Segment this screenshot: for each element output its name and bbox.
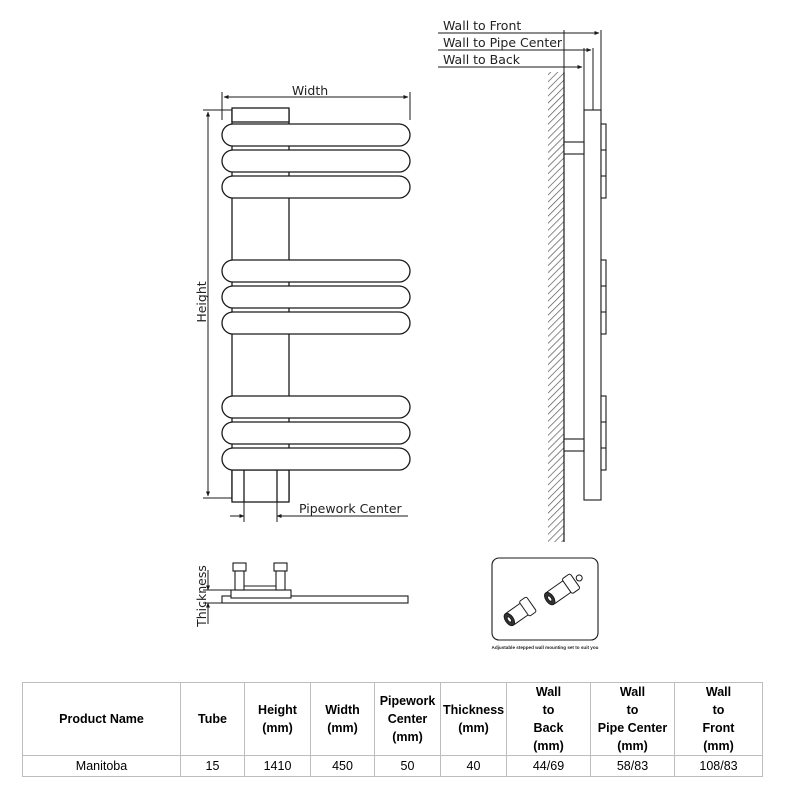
col-product-name: Product Name <box>23 683 181 756</box>
side-view <box>438 30 606 542</box>
spec-header-row <box>23 683 763 756</box>
spec-table <box>22 682 763 777</box>
side-bar-group-2 <box>601 260 606 334</box>
bar-2 <box>222 150 410 172</box>
valve-stem-left <box>235 571 244 590</box>
wall-hatch <box>548 72 564 542</box>
valve-stem-right <box>276 571 285 590</box>
top-view-manifold <box>231 590 291 598</box>
bar-6 <box>222 312 410 334</box>
cell-wall-to-front: 108/83 <box>675 756 763 777</box>
col-wall-to-back: Wall to Back (mm) <box>507 683 591 756</box>
width-label: Width <box>291 83 329 98</box>
front-view <box>222 108 410 502</box>
valve-block <box>232 470 289 502</box>
cell-wall-to-pipe-center: 58/83 <box>591 756 675 777</box>
side-bar-group-1 <box>601 124 606 198</box>
cell-thickness: 40 <box>441 756 507 777</box>
bar-3 <box>222 176 410 198</box>
bar-9 <box>222 448 410 470</box>
bar-8 <box>222 422 410 444</box>
col-height: Height (mm) <box>245 683 311 756</box>
height-label: Height <box>194 281 209 323</box>
bar-1 <box>222 124 410 146</box>
side-bracket-bottom <box>564 439 584 451</box>
pipework-center-label: Pipework Center <box>299 501 402 516</box>
wall-to-back-label: Wall to Back <box>443 52 521 67</box>
col-wall-to-pipe-center: Wall to Pipe Center (mm) <box>591 683 675 756</box>
side-bar-group-3 <box>601 396 606 470</box>
cell-wall-to-back: 44/69 <box>507 756 591 777</box>
side-spine <box>584 110 601 500</box>
col-wall-to-front: Wall to Front (mm) <box>675 683 763 756</box>
cell-product-name: Manitoba <box>23 756 181 777</box>
bar-5 <box>222 286 410 308</box>
mounting-note: Adjustable stepped wall mounting set to suit you <box>491 645 599 650</box>
cell-tube: 15 <box>181 756 245 777</box>
table-row <box>23 756 763 777</box>
side-bracket-top <box>564 142 584 154</box>
bar-7 <box>222 396 410 418</box>
bar-4 <box>222 260 410 282</box>
col-thickness: Thickness (mm) <box>441 683 507 756</box>
mounting-inset <box>492 558 598 640</box>
cell-height: 1410 <box>245 756 311 777</box>
col-width: Width (mm) <box>311 683 375 756</box>
cell-width: 450 <box>311 756 375 777</box>
top-view <box>222 563 408 603</box>
valve-cap-left <box>233 563 246 571</box>
wall-to-pipe-center-label: Wall to Pipe Center <box>443 35 563 50</box>
thickness-label: Thickness <box>194 565 209 627</box>
col-pipework-center: Pipework Center (mm) <box>375 683 441 756</box>
col-tube: Tube <box>181 683 245 756</box>
cell-pipework-center: 50 <box>375 756 441 777</box>
top-cap <box>232 108 289 122</box>
valve-cap-right <box>274 563 287 571</box>
wall-to-front-label: Wall to Front <box>443 18 522 33</box>
